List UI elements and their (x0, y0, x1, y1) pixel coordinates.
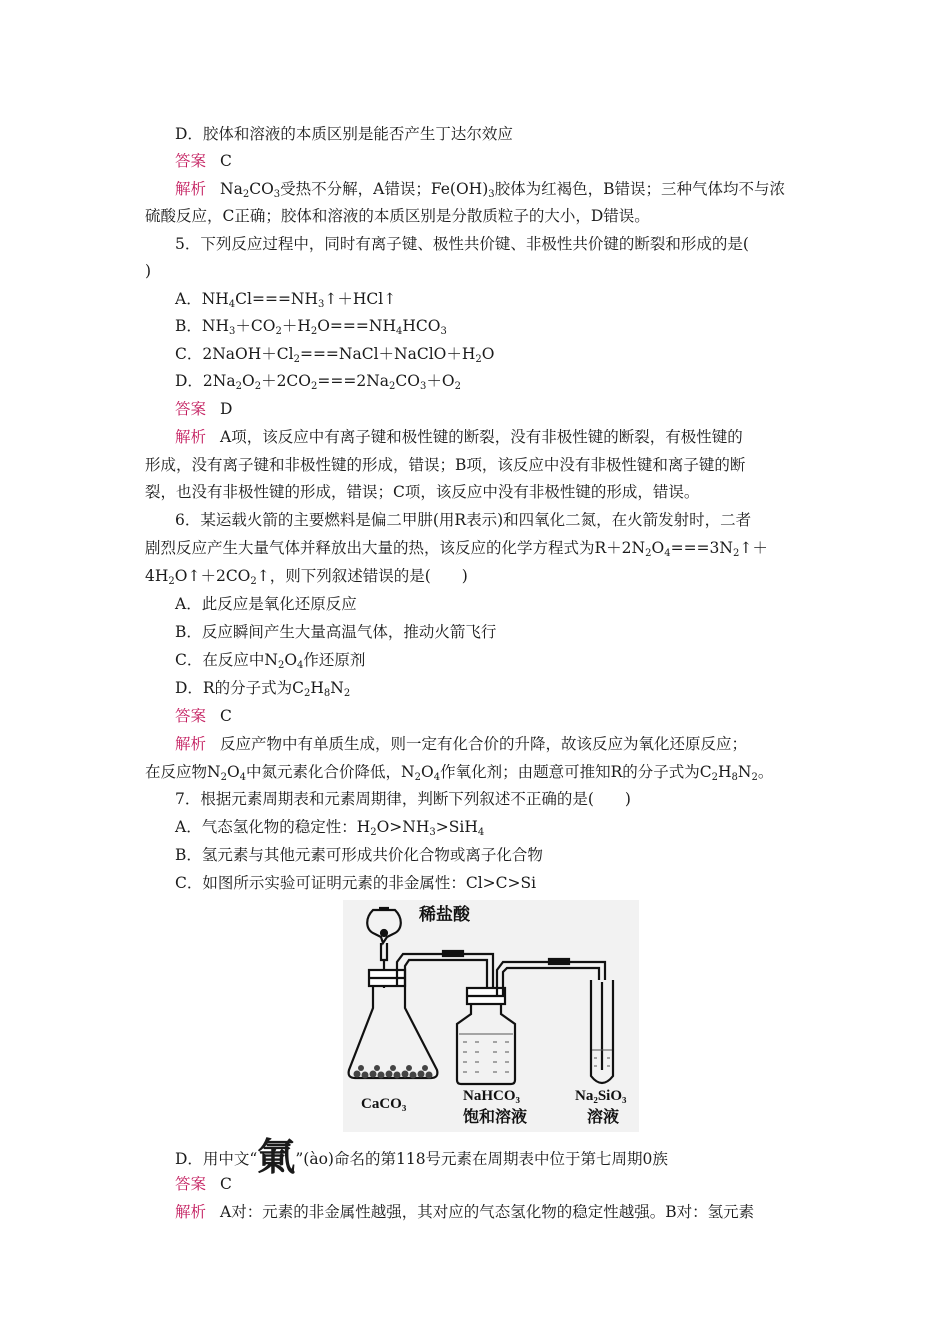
q5-analysis-line-3: 裂，也没有非极性键的形成，错误；C项，该反应中没有非极性键的形成，错误。 (145, 483, 700, 501)
q6-analysis-line-1: 解析 反应产物中有单质生成，则一定有化合价的升降，故该反应为氧化还原反应； (175, 735, 748, 753)
q6-stem-line-1: 6．某运载火箭的主要燃料是偏二甲肼(用R表示)和四氧化二氮，在火箭发射时，二者 (175, 511, 752, 529)
q5-option-c: C．$2NaOH+Cl_2===NaCl+NaClO+H_2O$ (175, 345, 495, 365)
q6-analysis-line-2: 在反应物$N_2O_4$中氮元素化合价降低，$N_2O_4$作氧化剂；由题意可推知R的分子式为$C_2H_8N_2$。 (145, 763, 774, 783)
q4-option-d: D．胶体和溶液的本质区别是能否产生丁达尔效应 (175, 125, 513, 143)
q5-stem-line-1: 5．下列反应过程中，同时有离子键、极性共价键、非极性共价键的断裂和形成的是( (175, 235, 749, 253)
q4-analysis-line-1: 解析 $Na_2CO_3$受热不分解，A错误；$Fe(OH)_3$胶体为红褐色，B错误；三种气体均不与浓 (175, 180, 786, 200)
q5-option-b: B．$NH_3+CO_2+H_2O===NH_4HCO_3$ (175, 317, 447, 337)
experiment-apparatus-figure (343, 900, 639, 1132)
q7-option-d: D．用中文“氭”(ào)命名的第118号元素在周期表中位于第七周期0族 (175, 1134, 668, 1179)
q5-option-a: A．$NH_4Cl===NH_3↑+HCl↑$ (175, 290, 397, 310)
q6-option-b: B．反应瞬间产生大量高温气体，推动火箭飞行 (175, 623, 497, 641)
q5-option-d: D．$2Na_2O_2+2CO_2===2Na_2CO_3+O_2$ (175, 372, 461, 392)
bottle-label-2: 饱和溶液 (463, 1109, 528, 1126)
q7-stem: 7．根据元素周期表和元素周期律，判断下列叙述不正确的是( ) (175, 790, 631, 808)
q7-option-b: B．氢元素与其他元素可形成共价化合物或离子化合物 (175, 846, 543, 864)
q6-option-c: C．在反应中$N_2O_4$作还原剂 (175, 651, 366, 671)
q6-stem-line-3: $4H_2O↑+2CO_2↑$，则下列叙述错误的是( ) (145, 567, 468, 587)
q7-analysis-line-1: 解析 A对：元素的非金属性越强，其对应的气态氢化物的稳定性越强。B对：氢元素 (175, 1203, 755, 1221)
tube-label-2: 溶液 (587, 1109, 620, 1126)
q7-answer: 答案 C (175, 1175, 232, 1193)
q5-stem-line-2: ) (145, 262, 152, 280)
q6-answer: 答案 C (175, 707, 232, 725)
tube-label-1: Na₂SiO₃ (575, 1088, 627, 1104)
bottle-label-1: NaHCO₃ (463, 1088, 520, 1104)
element-118-glyph: 氭 (257, 1134, 296, 1179)
acid-label: 稀盐酸 (419, 905, 470, 924)
q5-answer: 答案 D (175, 400, 233, 418)
q7-option-a: A．气态氢化物的稳定性：$H_2O>NH_3>SiH_4$ (175, 818, 485, 838)
q6-stem-line-2: 剧烈反应产生大量气体并释放出大量的热，该反应的化学方程式为$R+2N_2O_4===3N_2↑+$ (145, 539, 768, 559)
q4-analysis-line-2: 硫酸反应，C正确；胶体和溶液的本质区别是分散质粒子的大小，D错误。 (145, 207, 650, 225)
q6-option-d: D．R的分子式为$C_2H_8N_2$ (175, 679, 351, 699)
q6-option-a: A．此反应是氧化还原反应 (175, 595, 357, 613)
flask-label: CaCO₃ (361, 1096, 407, 1112)
q5-analysis-line-1: 解析 A项，该反应中有离子键和极性键的断裂，没有非极性键的断裂，有极性键的 (175, 428, 743, 446)
q7-option-c: C．如图所示实验可证明元素的非金属性：Cl>C>Si (175, 874, 537, 892)
q5-analysis-line-2: 形成，没有离子键和非极性键的形成，错误；B项，该反应中没有非极性键和离子键的断 (145, 456, 746, 474)
tube-connector (443, 951, 463, 956)
q4-answer: 答案 C (175, 152, 232, 170)
